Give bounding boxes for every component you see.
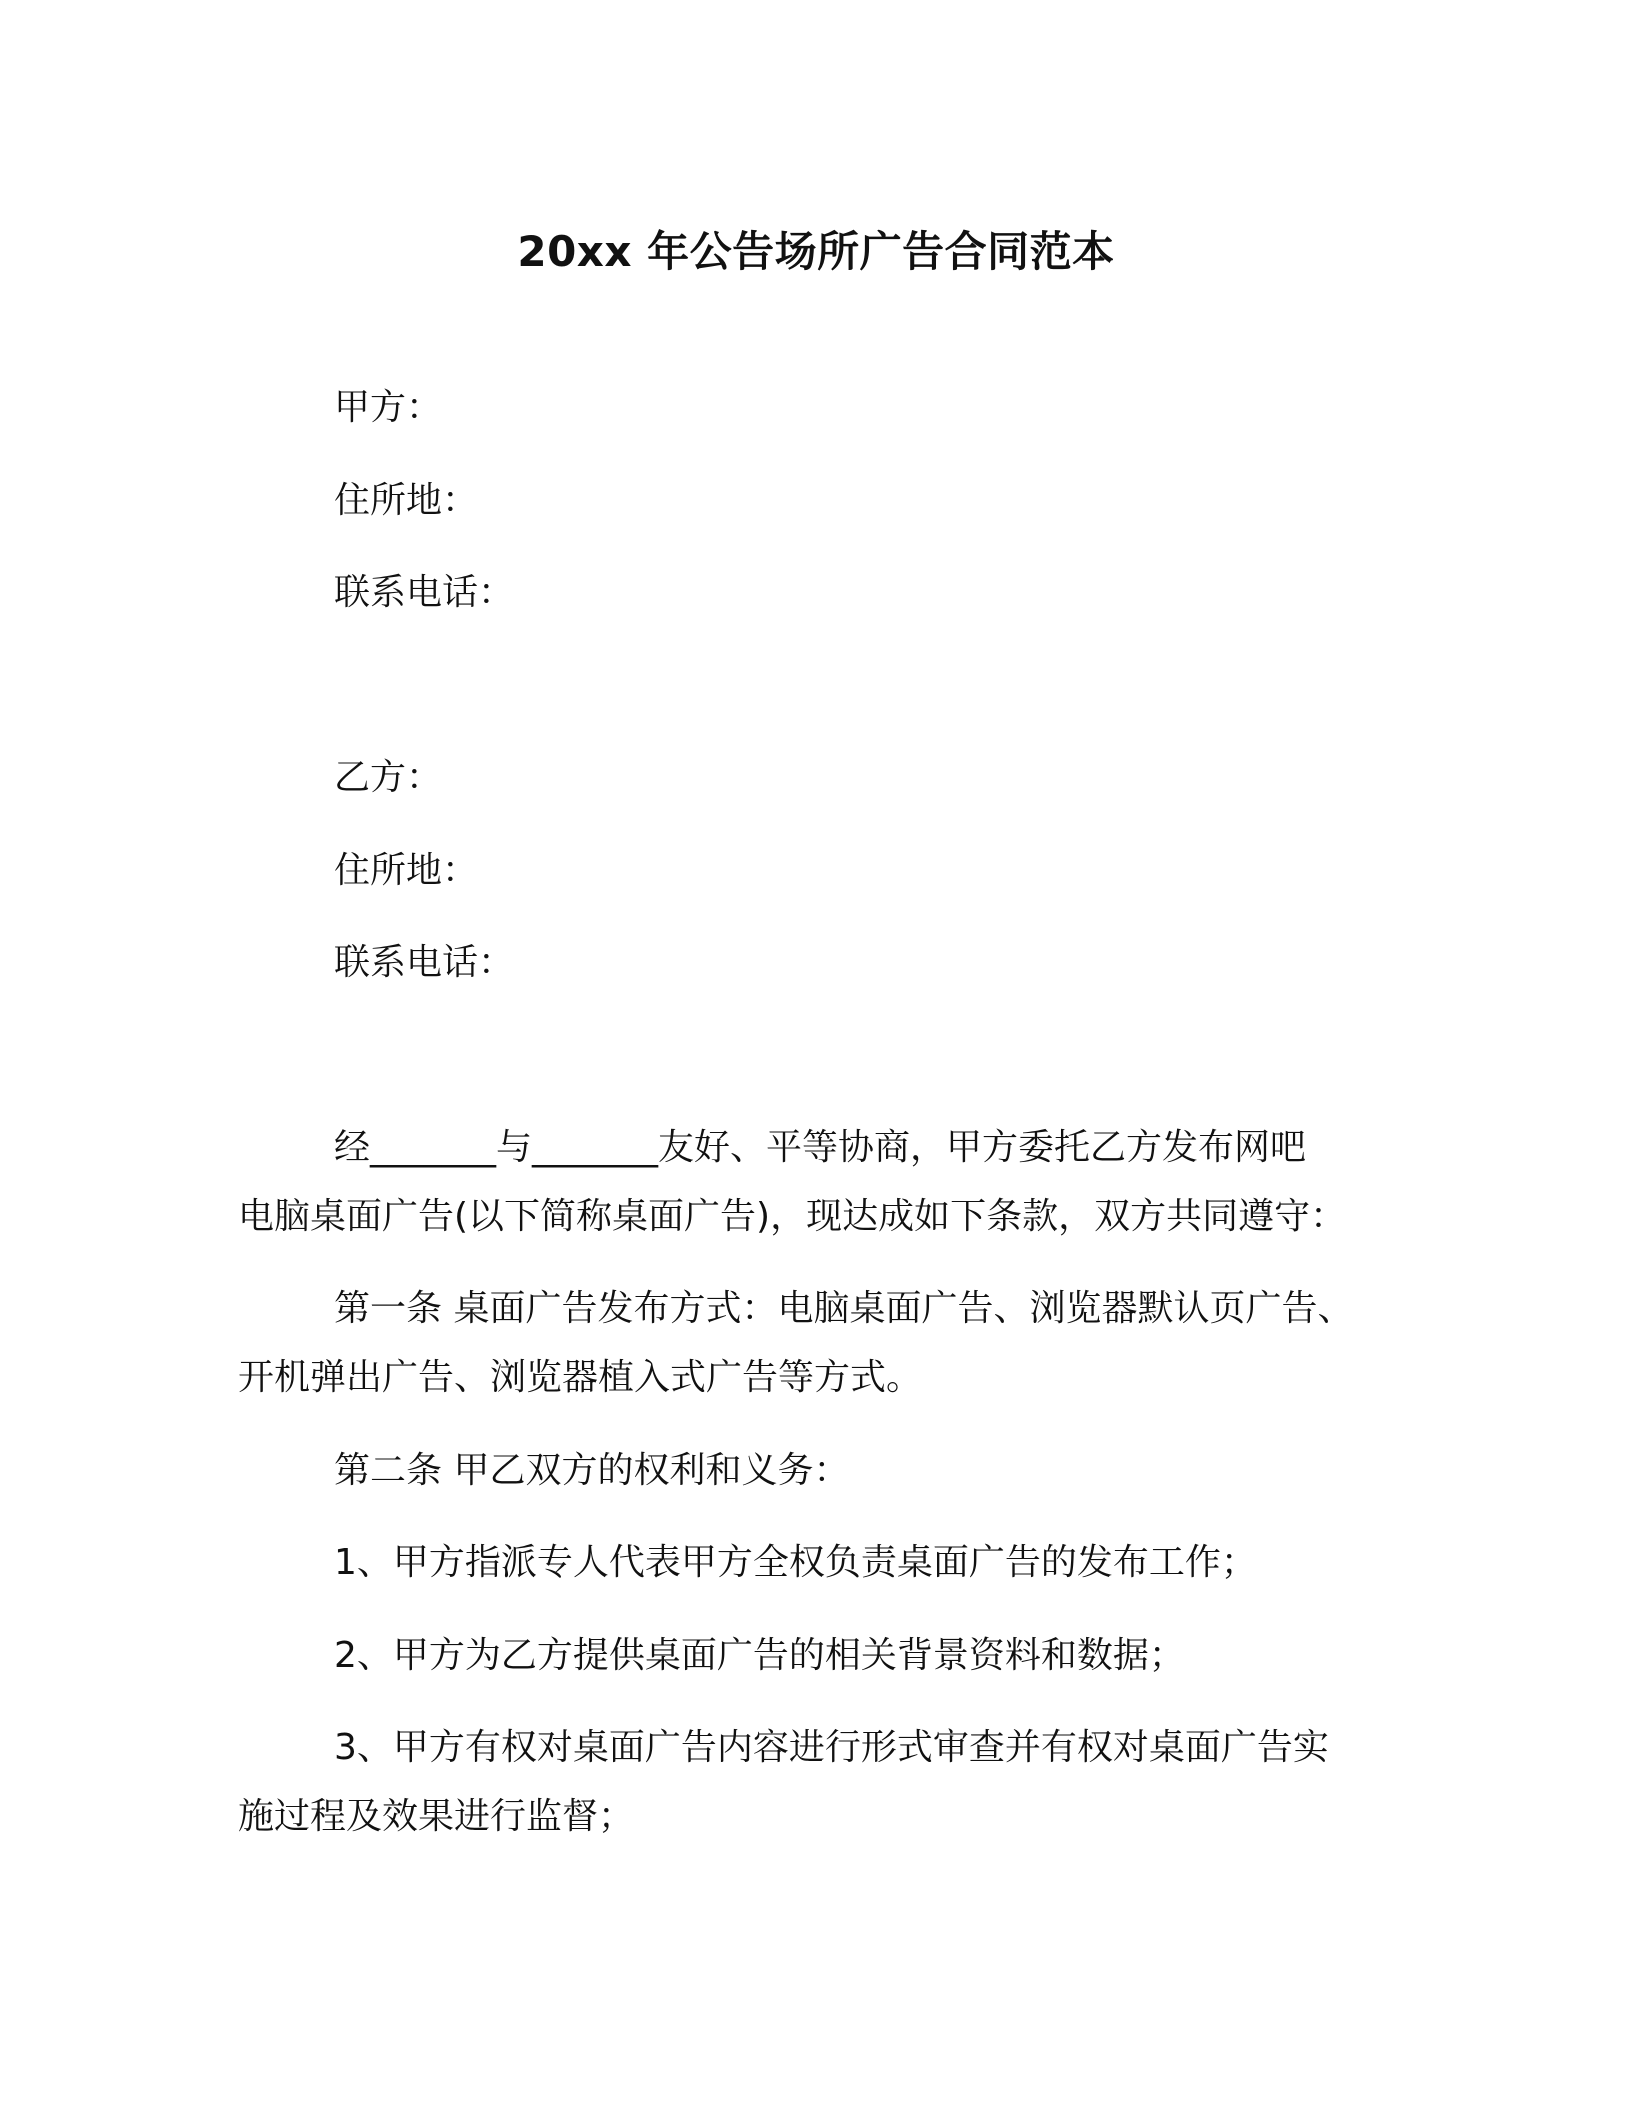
party-b-phone: 联系电话： xyxy=(334,942,515,983)
intro-line-2: 电脑桌面广告(以下简称桌面广告)，现达成如下条款，双方共同遵守： xyxy=(238,1196,1347,1237)
article-2-heading: 第二条 甲乙双方的权利和义务： xyxy=(334,1450,850,1491)
article-2-item-3-line-2: 施过程及效果进行监督； xyxy=(238,1796,635,1837)
party-a-phone: 联系电话： xyxy=(334,572,515,613)
party-a-address: 住所地： xyxy=(334,480,479,521)
intro-line-1: 经_______与_______友好、平等协商，甲方委托乙方发布网吧 xyxy=(334,1127,1307,1168)
article-1-line-2: 开机弹出广告、浏览器植入式广告等方式。 xyxy=(238,1357,923,1398)
party-a-label: 甲方： xyxy=(334,387,443,428)
party-b-label: 乙方： xyxy=(334,757,443,798)
article-2-item-1: 1、甲方指派专人代表甲方全权负责桌面广告的发布工作； xyxy=(334,1542,1257,1583)
article-2-item-3-line-1: 3、甲方有权对桌面广告内容进行形式审查并有权对桌面广告实 xyxy=(334,1727,1329,1768)
article-1-line-1: 第一条 桌面广告发布方式：电脑桌面广告、浏览器默认页广告、 xyxy=(334,1288,1354,1329)
article-2-item-2: 2、甲方为乙方提供桌面广告的相关背景资料和数据； xyxy=(334,1635,1185,1676)
party-b-address: 住所地： xyxy=(334,850,479,891)
document-title: 20xx 年公告场所广告合同范本 xyxy=(517,227,1115,276)
